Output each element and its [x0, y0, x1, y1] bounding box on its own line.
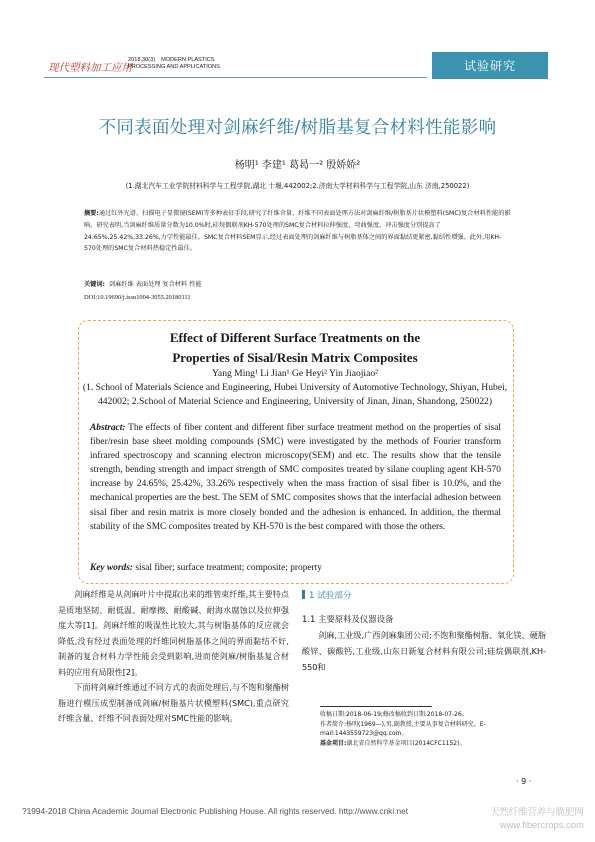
en-title-line1: Effect of Different Surface Treatments on the: [169, 330, 421, 345]
body-left-column: [58, 587, 289, 727]
footnote-rule: [320, 706, 432, 707]
watermark-line2: www.fibercrops.com: [499, 819, 584, 830]
watermark-line1: 天然纤维营养与脆肥网: [490, 806, 584, 817]
en-affiliation: (1. School of Materials Science and Engineering, Hubei University of Automotive Technology, Shiyan, Hubei, 442002; 2.School of Material Science and Engineering, University of Jinan, Jinan, Shandong, 250022): [82, 382, 508, 407]
en-keywords-label: Key words:: [90, 563, 133, 573]
cn-keywords: [84, 279, 512, 288]
en-title: [80, 328, 510, 368]
watermark: [490, 805, 584, 831]
en-abstract-text: The effects of fiber content and different fiber surface treatment method on the properties of sisal fiber/resin base sheet molding compounds (SMC) were investigated by the methods of Fourier transform infrared spectroscopy and scanning electron microscopy(SEM) and etc. The results show that the tensile strength, bending strength and impact strength of SMC composites treated by silane coupling agent KH-570 increase by 24.65%, 25.42%, 33.26% respectively when the mass fraction of sisal fiber is 10.0%, and the mechanical properties are the best. The SEM of SMC composites shows that the interfacial adhesion between sisal fiber and resin matrix is more closely bonded and the adhesion is enhanced. In addition, the thermal stability of the SMC composites treated by KH-570 is the best compared with those the others.: [90, 423, 501, 532]
copyright-line: ?1994-2018 China Academic Journal Electronic Publishing House. All rights reserved. http://www.cnki.net: [22, 806, 409, 816]
footnote-fund-text: 湖北省自然科学基金项目(2014CFC1152)。: [346, 739, 466, 747]
section-marker: [302, 590, 305, 599]
en-authors: Yang Ming¹ Li Jian¹ Ge Heyi² Yin Jiaojiao²: [211, 368, 379, 379]
footnote-author: 作者简介:杨明(1969—),男,副教授,主要从事复合材料研究。E-mail:1443559723@qq.com。: [320, 720, 486, 738]
cn-keywords-text: 剑麻纤维 表面处理 复合材料 性能: [108, 281, 202, 288]
en-abstract-label: Abstract:: [90, 423, 126, 433]
doi: DOI:10.19690/j.issn1004-3055.20180111: [84, 294, 191, 301]
intro-paragraph-1: 剑麻纤维是从剑麻叶片中提取出来的维管束纤维,其主要特点是质地坚韧、耐低温、耐摩擦、耐酸碱、耐海水腐蚀以及拉伸强度大等[1]。剑麻纤维的吸湿性比较大,其与树脂基体的反应就会降低,没有经过表面处理的纤维同树脂基体之间的界面黏结不好,制备的复合材料力学性能会受到影响,进而使剑麻/树脂基复合材料的应用有局限性[2]。: [58, 589, 289, 677]
journal-volume: 2018,30(3): [128, 57, 156, 63]
en-keywords: [90, 563, 501, 573]
header-rule: [44, 77, 427, 78]
en-abstract: [90, 421, 501, 534]
footnote-fund: [320, 739, 552, 749]
materials-paragraph: 剑麻,工业级,广西剑麻集团公司;不饱和聚酯树脂、氧化镁、硬脂酸锌、碳酸钙,工业级,山东日新复合材料有限公司;硅烷偶联剂,KH-550和: [302, 630, 546, 672]
footnotes: [320, 710, 552, 748]
cn-affiliation: (1.湖北汽车工业学院材料科学与工程学院,湖北 十堰,442002;2.济南大学材料科学与工程学院,山东 济南,250022): [125, 182, 470, 190]
page-number: · 9 ·: [516, 777, 532, 786]
cn-abstract-label: 摘要:: [84, 210, 99, 217]
journal-logo: [48, 60, 132, 74]
section-heading: [302, 587, 546, 606]
cn-keywords-label: 关键词:: [84, 281, 106, 288]
cn-title: 不同表面处理对剑麻纤维/树脂基复合材料性能影响: [98, 118, 497, 138]
en-keywords-text: sisal fiber; surface treatment; composite; property: [135, 563, 322, 573]
cn-abstract: [84, 208, 512, 255]
body-right-column: [302, 587, 546, 675]
cn-abstract-text: 通过红外光谱、扫描电子显微镜(SEM)等多种表征手段,研究了纤维含量、纤维不同表面处理方法对剑麻纤维/树脂基片状模塑料(SMC)复合材料性能的影响。研究表明,当剑麻纤维质量分数为10.0%时,硅烷偶联剂KH-570处理的SMC复合材料拉伸强度、弯曲强度、冲击强度分别提高了24.65%,25.42%,33.26%,力学性能最佳。SMC复合材料SEM显示,经过表面处理的剑麻纤维与树脂基体之间的界面黏结更紧密,黏结性增强。此外,用KH-570处理的SMC复合材料热稳定性最佳。: [84, 210, 511, 253]
section-heading-text: 1 试验部分: [309, 591, 352, 601]
subsection-heading: 1.1 主要原料及仪器设备: [302, 614, 394, 624]
en-title-line2: Properties of Sisal/Resin Matrix Composites: [172, 350, 418, 365]
journal-name-en: MODERN PLASTICS: [161, 57, 215, 63]
footnote-fund-label: 基金项目:: [320, 739, 347, 747]
intro-paragraph-2: 下面将剑麻纤维通过不同方式的表面处理后,与不饱和聚酯树脂进行模压成型制备成剑麻/树脂基片状模塑料(SMC),重点研究纤维含量、纤维不同表面处理对SMC性能的影响。: [58, 682, 289, 723]
cn-authors: 杨明¹ 李建¹ 葛曷一² 殷娇娇²: [234, 160, 361, 171]
journal-info: [128, 57, 220, 71]
footnote-received: 收稿日期:2018-06-19;修改稿收到日期:2018-07-26。: [320, 711, 468, 718]
journal-name-en-line2: PROCESSING AND APPLICATIONS: [128, 64, 220, 71]
section-tab: 试验研究: [432, 52, 548, 79]
journal-logo-text: 现代塑料加工应用: [48, 62, 132, 74]
